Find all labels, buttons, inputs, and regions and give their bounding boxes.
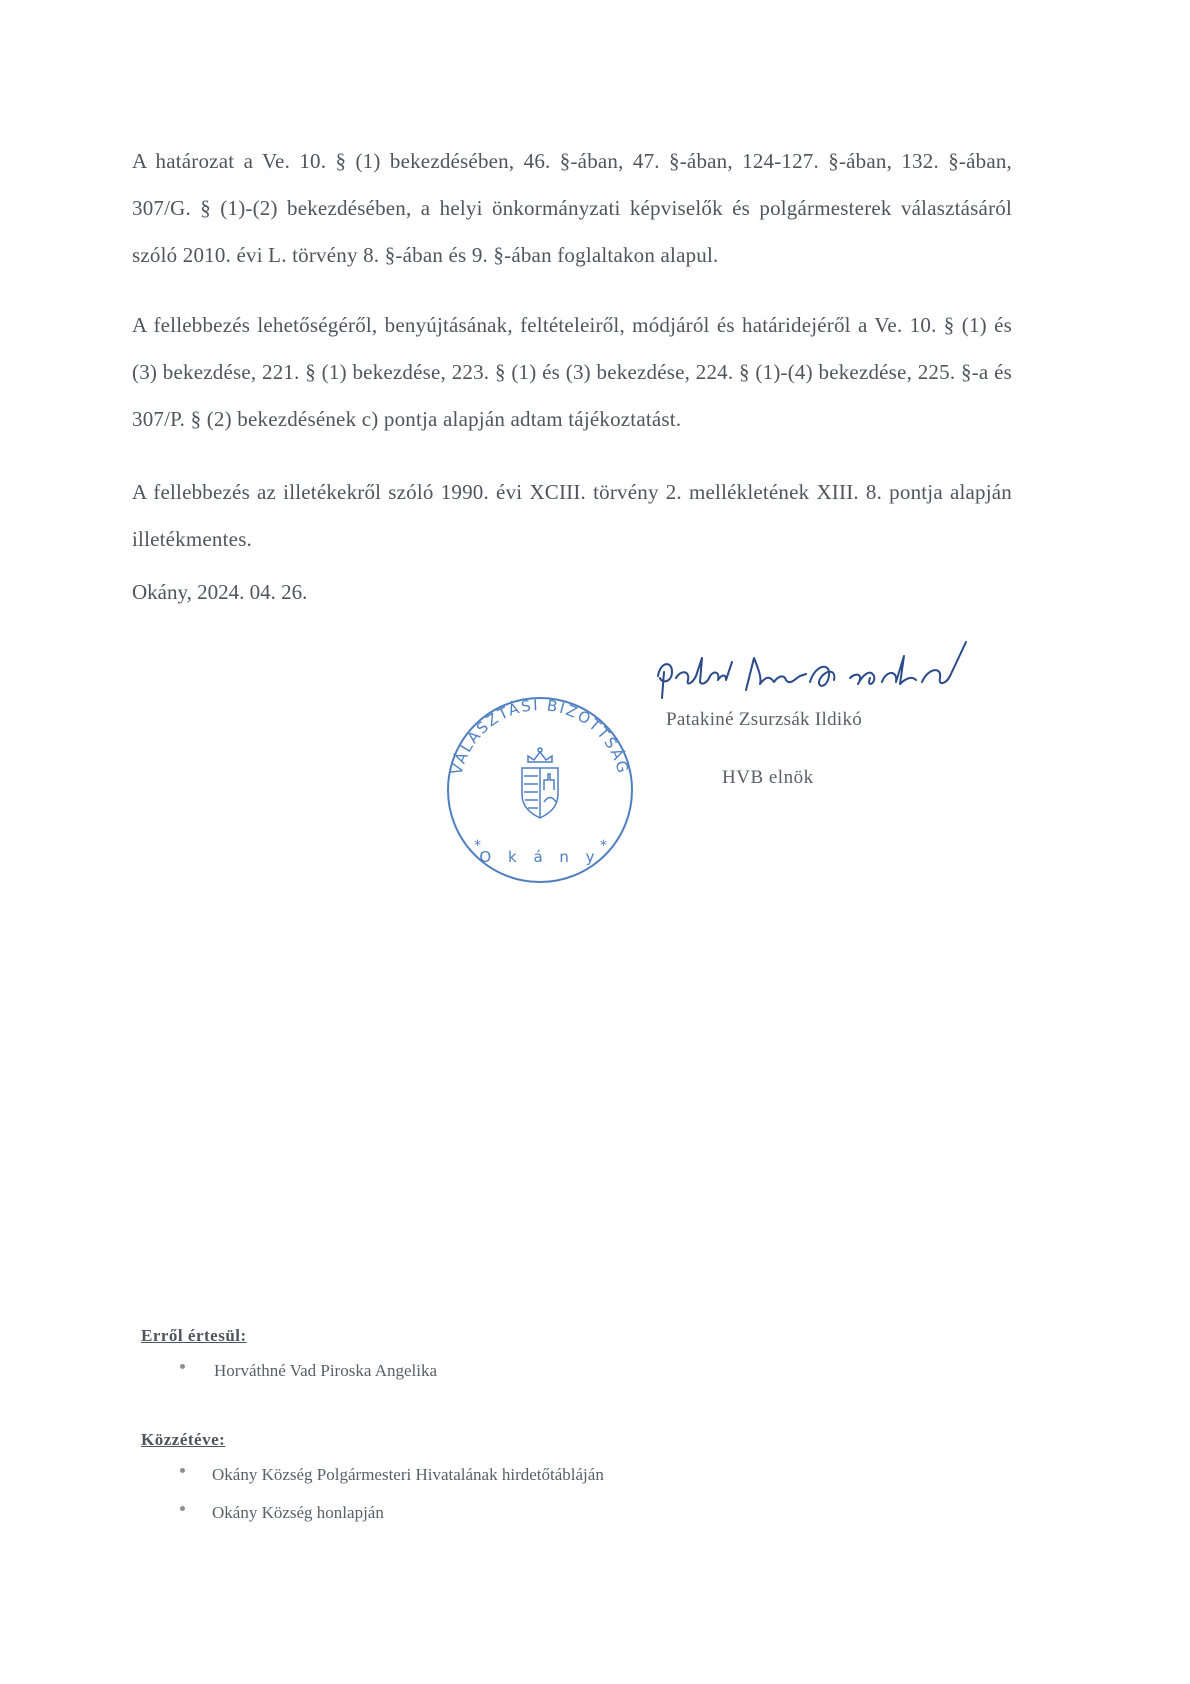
bullet-icon [180, 1468, 185, 1473]
notify-section-title: Erről értesül: [141, 1326, 247, 1345]
notify-list [176, 1356, 437, 1386]
coat-of-arms-icon [522, 748, 558, 818]
handwritten-signature [650, 632, 1030, 712]
svg-text:*: * [600, 838, 607, 854]
list-item [176, 1498, 604, 1536]
list-item [176, 1460, 604, 1498]
published-section-title: Közzétéve: [141, 1430, 226, 1449]
paragraph-appeal-info: A fellebbezés lehetőségéről, benyújtásának, feltételeiről, módjáról és határidejéről a Ve. 10. § (1) és (3) bekezdése, 221. § (1) bekezdése, 223. § (1) és (3) bekezdése, 224. § (1)-(4) bekezdése, 225. §-a és 307/P. § (2) bekezdésének c) pontja alapján adtam tájékoztatást. [132, 313, 1012, 431]
publication-place: Okány Község honlapján [212, 1503, 384, 1522]
recipient-name: Horváthné Vad Piroska Angelika [214, 1361, 438, 1380]
place-and-date: Okány, 2024. 04. 26. [132, 580, 308, 604]
publication-place: Okány Község Polgármesteri Hivatalának hirdetőtábláján [212, 1465, 604, 1484]
bullet-icon [180, 1506, 185, 1511]
official-stamp [440, 690, 640, 890]
signer-role: HVB elnök [722, 767, 814, 788]
svg-text:*: * [474, 838, 481, 854]
list-item [176, 1356, 437, 1386]
svg-text:O k á n y: O k á n y [479, 848, 601, 866]
paragraph-legal-basis: A határozat a Ve. 10. § (1) bekezdésében, 46. §-ában, 47. §-ában, 124-127. §-ában, 132. §-ában, 307/G. § (1)-(2) bekezdésében, a helyi önkormányzati képviselők és polgármesterek választásáról szóló 2010. évi L. törvény 8. §-ában és 9. §-ában foglaltakon alapul. [132, 149, 1012, 267]
published-list [176, 1460, 604, 1536]
bullet-icon [180, 1364, 185, 1369]
svg-text:VÁLASZTÁSI BIZOTTSÁG: VÁLASZTÁSI BIZOTTSÁG [447, 696, 633, 777]
signer-name: Patakiné Zsurzsák Ildikó [666, 709, 863, 730]
paragraph-fee-exemption: A fellebbezés az illetékekről szóló 1990. évi XCIII. törvény 2. mellékletének XIII. 8. pontja alapján illetékmentes. [132, 480, 1012, 551]
